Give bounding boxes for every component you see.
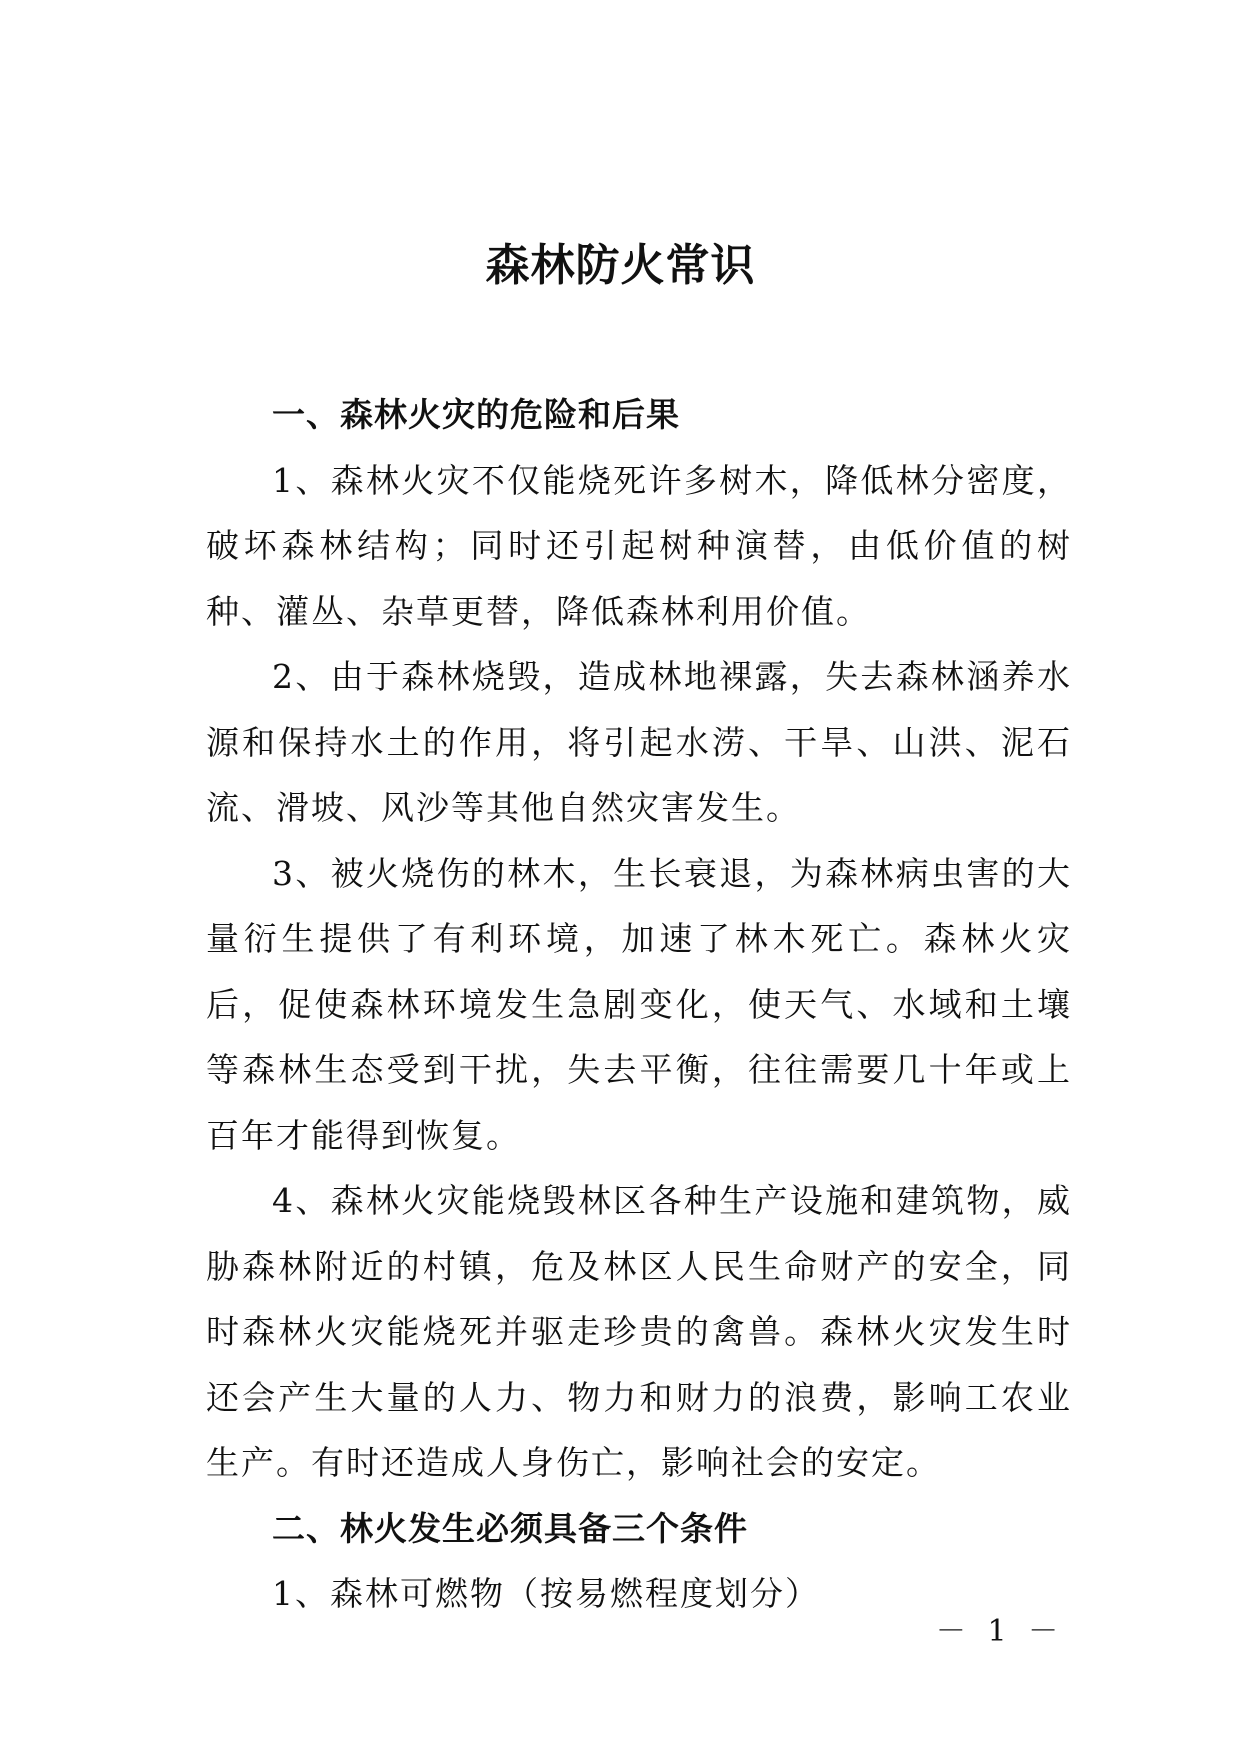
- page-number: － 1 －: [935, 1614, 1065, 1649]
- paragraph-1-3: 3、被火烧伤的林木，生长衰退，为森林病虫害的大量衍生提供了有利环境，加速了林木死亡。森林火灾后，促使森林环境发生急剧变化，使天气、水域和土壤等森林生态受到干扰，失去平衡，往往需要几十年或上百年才能得到恢复。: [206, 853, 1072, 1155]
- section-heading-2: 二、林火发生必须具备三个条件: [272, 1508, 748, 1548]
- paragraph-2-1: 1、森林可燃物（按易燃程度划分）: [272, 1574, 820, 1613]
- document-title: 森林防火常识: [485, 240, 756, 291]
- paragraph-1-2: 2、由于森林烧毁，造成林地裸露，失去森林涵养水源和保持水土的作用，将引起水涝、干旱、山洪、泥石流、滑坡、风沙等其他自然灾害发生。: [206, 657, 1072, 827]
- section-heading-1: 一、森林火灾的危险和后果: [272, 395, 680, 434]
- document-body: [206, 382, 1072, 1627]
- paragraph-1-1: 1、森林火灾不仅能烧死许多树木，降低林分密度，破坏森林结构；同时还引起树种演替，由低价值的树种、灌丛、杂草更替，降低森林利用价值。: [206, 460, 1072, 631]
- paragraph-1-4: 4、森林火灾能烧毁林区各种生产设施和建筑物，威胁森林附近的村镇，危及林区人民生命财产的安全，同时森林火灾能烧死并驱走珍贵的禽兽。森林火灾发生时还会产生大量的人力、物力和财力的浪费，影响工农业生产。有时还造成人身伤亡，影响社会的安定。: [206, 1181, 1072, 1482]
